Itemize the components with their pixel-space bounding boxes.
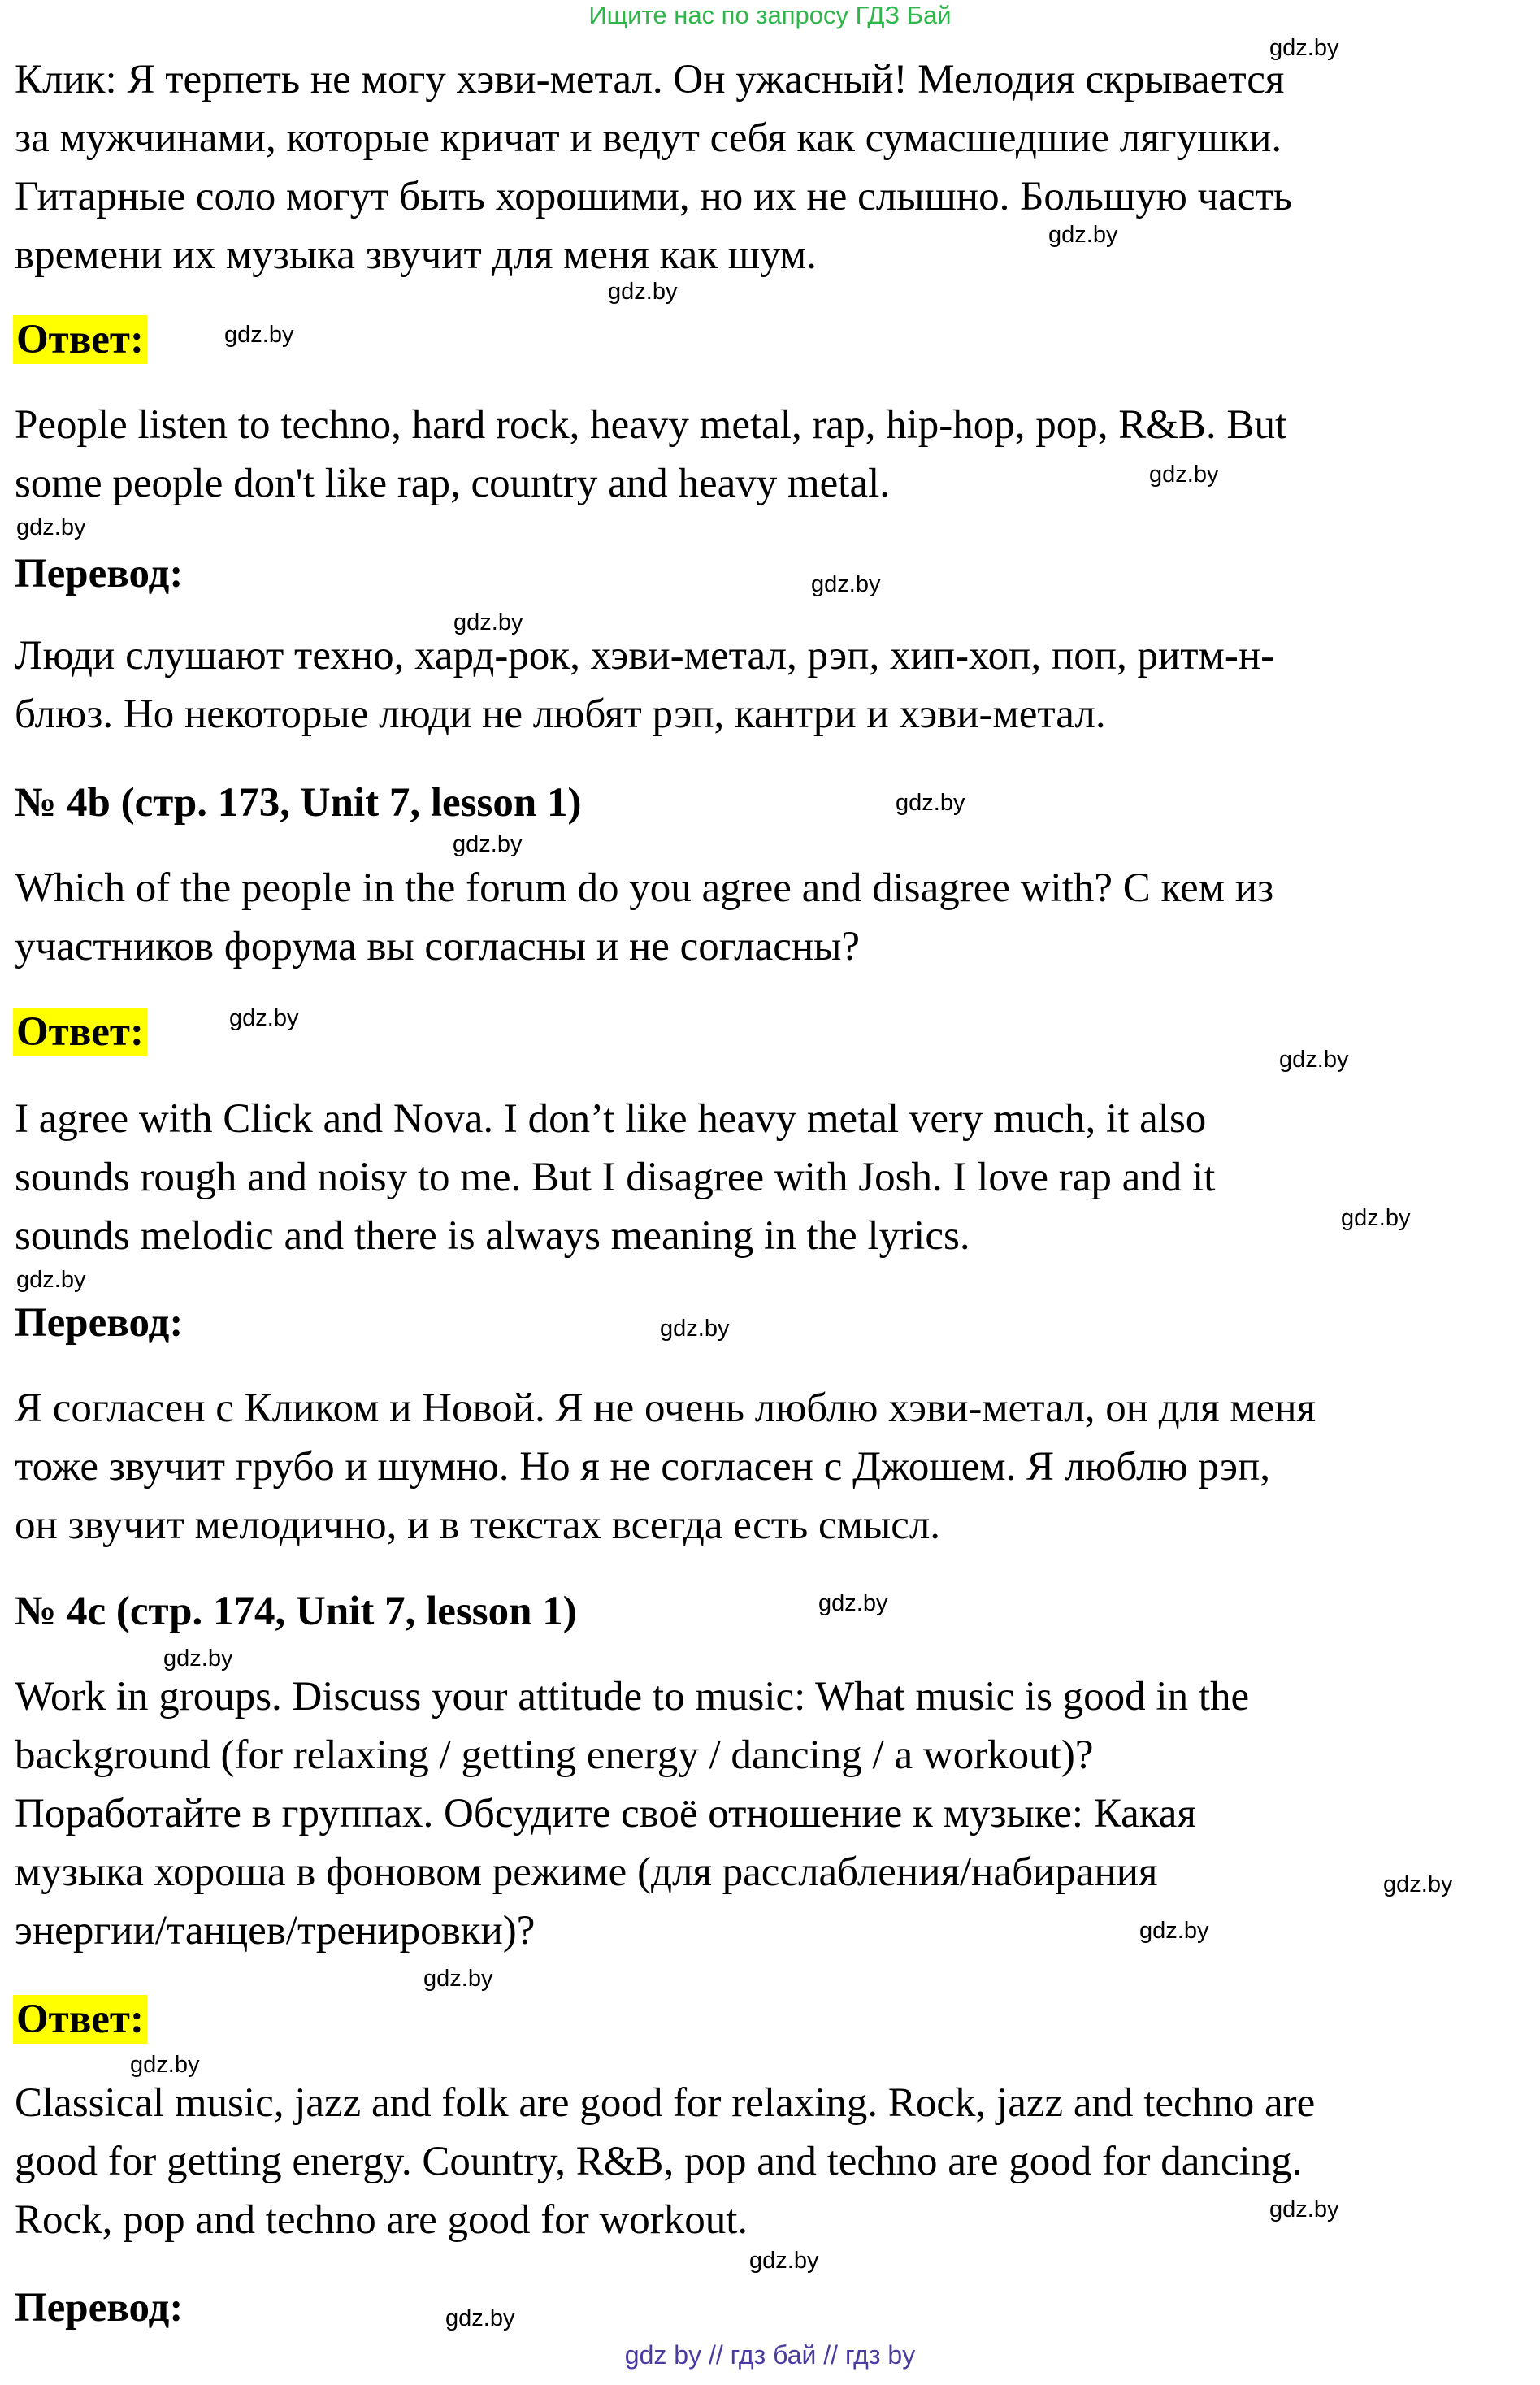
translation-label: Перевод: [15,1300,184,1346]
watermark: gdz.by [660,1316,730,1342]
task-4c-prompt [15,1667,1249,1960]
watermark: gdz.by [16,1267,86,1293]
watermark: gdz.by [749,2248,819,2274]
task-4b-prompt [15,859,1273,976]
watermark: gdz.by [1279,1047,1349,1073]
text-line: good for getting energy. Country, R&B, pop and techno are good for dancing. [15,2139,1303,2184]
text-line: музыка хороша в фоновом режиме (для расслабления/набирания [15,1849,1158,1895]
text-line: блюз. Но некоторые люди не любят рэп, кантри и хэви-метал. [15,692,1106,737]
watermark: gdz.by [1269,35,1339,61]
watermark: gdz.by [1383,1871,1453,1897]
text-line: участников форума вы согласны и не согласны? [15,924,861,969]
text-line: он звучит мелодично, и в текстах всегда есть смысл. [15,1503,941,1548]
task-4b-heading: № 4b (стр. 173, Unit 7, lesson 1) [15,780,582,826]
text-line: энергии/танцев/тренировки)? [15,1908,536,1954]
task-4c-heading: № 4c (стр. 174, Unit 7, lesson 1) [15,1589,577,1634]
text-line: времени их музыка звучит для меня как шум. [15,232,817,278]
footer-site-links[interactable]: gdz by // гдз бай // гдз by [624,2340,916,2370]
watermark: gdz.by [896,790,965,816]
text-line: Work in groups. Discuss your attitude to music: What music is good in the [15,1674,1250,1719]
text-line: Гитарные соло могут быть хорошими, но их не слышно. Большую часть [15,174,1293,219]
text-line: some people don't like rap, country and heavy metal. [15,461,891,506]
text-line: за мужчинами, которые кричат и ведут себя как сумасшедшие лягушки. [15,115,1282,161]
answer-label: Ответ: [13,1008,147,1056]
translation-paragraph [15,1379,1316,1555]
watermark: gdz.by [1341,1205,1411,1231]
watermark: gdz.by [130,2052,200,2078]
text-line: Which of the people in the forum do you agree and disagree with? С кем из [15,865,1274,911]
watermark: gdz.by [224,322,294,348]
text-line: People listen to techno, hard rock, heavy metal, rap, hip-hop, pop, R&B. But [15,402,1287,448]
watermark: gdz.by [1048,222,1118,248]
text-line: background (for relaxing / getting energy / dancing / a workout)? [15,1732,1094,1778]
watermark: gdz.by [453,831,523,857]
watermark: gdz.by [423,1966,493,1992]
top-search-hint-link[interactable]: Ищите нас по запросу ГДЗ Бай [588,1,952,29]
click-quote-paragraph [15,50,1292,284]
text-line: I agree with Click and Nova. I don’t like heavy metal very much, it also [15,1096,1207,1142]
text-line: Я согласен с Кликом и Новой. Я не очень люблю хэви-метал, он для меня [15,1385,1317,1431]
answer-label: Ответ: [13,315,147,364]
watermark: gdz.by [229,1005,299,1031]
watermark: gdz.by [445,2305,515,2331]
translation-paragraph [15,627,1274,744]
text-line: Поработайте в группах. Обсудите своё отношение к музыке: Какая [15,1791,1196,1836]
text-line: тоже звучит грубо и шумно. Но я не согласен с Джошем. Я люблю рэп, [15,1444,1271,1490]
watermark: gdz.by [1149,462,1219,488]
watermark: gdz.by [818,1590,888,1616]
watermark: gdz.by [1139,1918,1209,1944]
text-line: sounds rough and noisy to me. But I disagree with Josh. I love rap and it [15,1155,1216,1200]
watermark: gdz.by [811,571,881,597]
translation-label: Перевод: [15,551,184,596]
text-line: Rock, pop and techno are good for workout. [15,2197,748,2243]
text-line: sounds melodic and there is always meaning in the lyrics. [15,1213,970,1259]
watermark: gdz.by [16,514,86,540]
watermark: gdz.by [608,279,678,305]
answer-paragraph [15,1090,1215,1265]
answer-paragraph [15,2074,1315,2249]
watermark: gdz.by [163,1646,233,1672]
watermark: gdz.by [1269,2196,1339,2222]
translation-label: Перевод: [15,2285,184,2331]
text-line: Клик: Я терпеть не могу хэви-метал. Он ужасный! Мелодия скрывается [15,57,1285,102]
text-line: Classical music, jazz and folk are good for relaxing. Rock, jazz and techno are [15,2080,1316,2126]
text-line: Люди слушают техно, хард-рок, хэви-метал, рэп, хип-хоп, поп, ритм-н- [15,633,1275,679]
watermark: gdz.by [453,609,523,635]
answer-paragraph [15,396,1286,513]
answer-label: Ответ: [13,1995,147,2044]
